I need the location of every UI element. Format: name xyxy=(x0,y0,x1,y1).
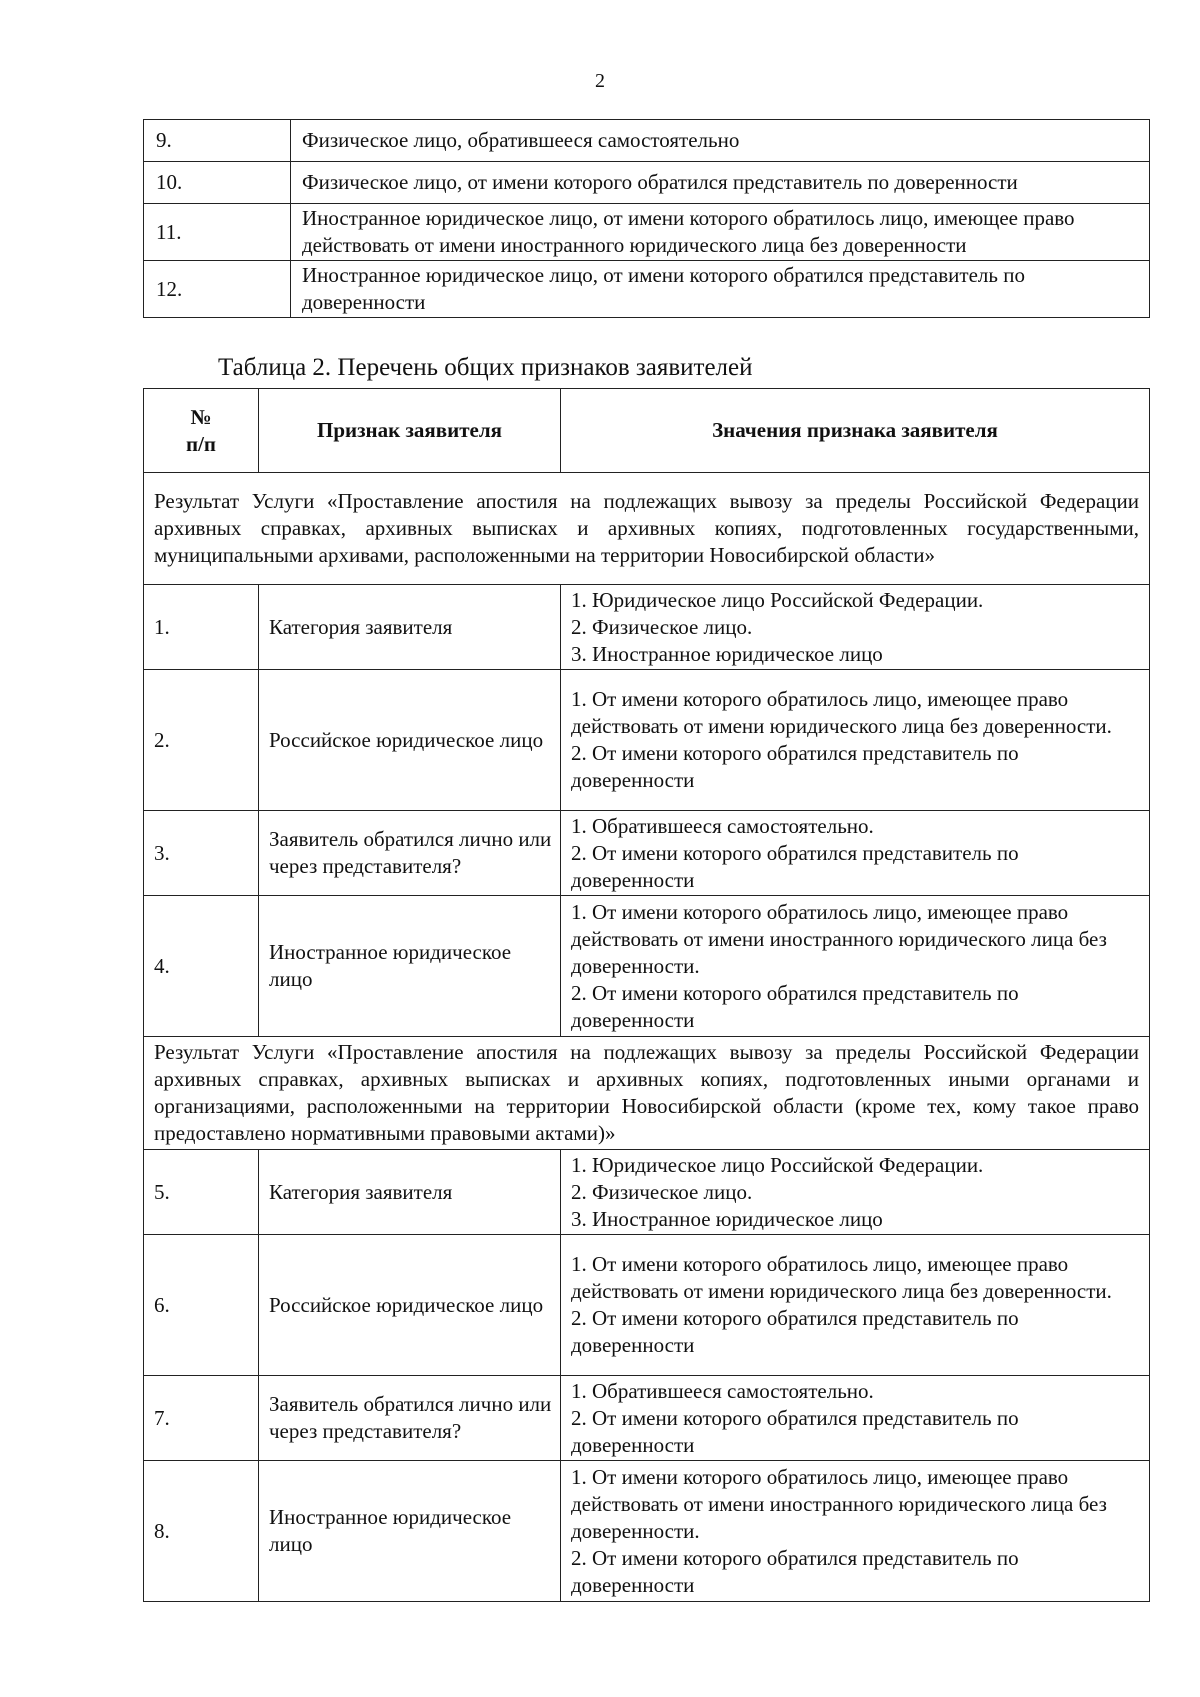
table-row xyxy=(144,896,1150,1037)
table-row xyxy=(144,670,1150,811)
section-title: Результат Услуги «Проставление апостиля на подлежащих вывозу за пределы Российской Федерации архивных справках, архивных выписках и архивных копиях, подготовленных государственными, муниципальными архивами, расположенными на территории Новосибирской области» xyxy=(144,473,1150,585)
header-row xyxy=(144,389,1150,473)
header-values: Значения признака заявителя xyxy=(561,389,1150,473)
value-item: 2. От имени которого обратился представитель по доверенности xyxy=(571,840,1019,892)
row-text: Физическое лицо, от имени которого обратился представитель по доверенности xyxy=(291,162,1150,204)
row-sign: Иностранное юридическое лицо xyxy=(259,1461,561,1602)
value-item: 2. От имени которого обратился представитель по доверенности xyxy=(571,1545,1019,1597)
row-values xyxy=(561,811,1150,896)
row-number: 5. xyxy=(144,1150,259,1235)
row-sign: Заявитель обратился лично или через представителя? xyxy=(259,1376,561,1461)
section-title: Результат Услуги «Проставление апостиля на подлежащих вывозу за пределы Российской Федерации архивных справках, архивных выписках и архивных копиях, подготовленных иными органами и организациями, расположенными на территории Новосибирской области (кроме тех, кому такое право предоставлено нормативными правовыми актами)» xyxy=(144,1037,1150,1150)
page-number: 2 xyxy=(595,70,605,92)
header-sign: Признак заявителя xyxy=(259,389,561,473)
row-values xyxy=(561,670,1150,811)
value-item: 2. От имени которого обратился представитель по доверенности xyxy=(571,741,1019,792)
row-number: 12. xyxy=(144,261,291,318)
table-row xyxy=(144,204,1150,261)
applicant-signs-table xyxy=(143,388,1150,1602)
value-item: 2. От имени которого обратился представитель по доверенности xyxy=(571,1405,1019,1457)
value-item: 2. От имени которого обратился представитель по доверенности xyxy=(571,1306,1019,1357)
row-number: 6. xyxy=(144,1235,259,1376)
value-item: 1. Юридическое лицо Российской Федерации. xyxy=(571,1152,984,1177)
value-item: 2. Физическое лицо. xyxy=(571,1179,753,1204)
row-sign: Иностранное юридическое лицо xyxy=(259,896,561,1037)
row-number: 2. xyxy=(144,670,259,811)
row-number: 7. xyxy=(144,1376,259,1461)
section-row xyxy=(144,473,1150,585)
header-number-abbr: п/п xyxy=(185,431,217,456)
row-sign: Российское юридическое лицо xyxy=(259,670,561,811)
value-item: 2. Физическое лицо. xyxy=(571,614,753,639)
row-number: 4. xyxy=(144,896,259,1037)
value-item: 1. От имени которого обратилось лицо, имеющее право действовать от имени иностранного юридического лица без доверенности. xyxy=(571,899,1107,978)
table-row xyxy=(144,811,1150,896)
header-number-symbol: № xyxy=(190,404,212,429)
table-row xyxy=(144,1376,1150,1461)
table-row xyxy=(144,1461,1150,1602)
row-text: Иностранное юридическое лицо, от имени которого обратилось лицо, имеющее право действовать от имени иностранного юридического лица без доверенности xyxy=(291,204,1150,261)
value-item: 1. От имени которого обратилось лицо, имеющее право действовать от имени иностранного юридического лица без доверенности. xyxy=(571,1464,1107,1543)
value-item: 3. Иностранное юридическое лицо xyxy=(571,1206,883,1231)
row-values xyxy=(561,1376,1150,1461)
row-number: 3. xyxy=(144,811,259,896)
value-item: 3. Иностранное юридическое лицо xyxy=(571,641,883,666)
row-sign: Заявитель обратился лично или через представителя? xyxy=(259,811,561,896)
table-row xyxy=(144,120,1150,162)
row-values xyxy=(561,896,1150,1037)
value-item: 1. От имени которого обратилось лицо, имеющее право действовать от имени юридического лица без доверенности. xyxy=(571,687,1112,738)
table-row xyxy=(144,1235,1150,1376)
row-values xyxy=(561,1150,1150,1235)
table-row xyxy=(144,162,1150,204)
row-values xyxy=(561,585,1150,670)
section-row xyxy=(144,1037,1150,1150)
row-number: 9. xyxy=(144,120,291,162)
table-caption: Таблица 2. Перечень общих признаков заявителей xyxy=(218,354,753,381)
row-sign: Категория заявителя xyxy=(259,1150,561,1235)
value-item: 2. От имени которого обратился представитель по доверенности xyxy=(571,980,1019,1032)
table-row xyxy=(144,585,1150,670)
row-number: 10. xyxy=(144,162,291,204)
applicant-variants-table xyxy=(143,119,1150,318)
value-item: 1. Обратившееся самостоятельно. xyxy=(571,813,874,838)
value-item: 1. От имени которого обратилось лицо, имеющее право действовать от имени юридического лица без доверенности. xyxy=(571,1252,1112,1303)
row-values xyxy=(561,1235,1150,1376)
row-text: Физическое лицо, обратившееся самостоятельно xyxy=(291,120,1150,162)
row-text: Иностранное юридическое лицо, от имени которого обратился представитель по доверенности xyxy=(291,261,1150,318)
row-sign: Российское юридическое лицо xyxy=(259,1235,561,1376)
table-row xyxy=(144,1150,1150,1235)
table-row xyxy=(144,261,1150,318)
row-number: 1. xyxy=(144,585,259,670)
value-item: 1. Юридическое лицо Российской Федерации. xyxy=(571,587,984,612)
value-item: 1. Обратившееся самостоятельно. xyxy=(571,1378,874,1403)
row-sign: Категория заявителя xyxy=(259,585,561,670)
header-number xyxy=(144,389,259,473)
row-number: 8. xyxy=(144,1461,259,1602)
row-values xyxy=(561,1461,1150,1602)
row-number: 11. xyxy=(144,204,291,261)
